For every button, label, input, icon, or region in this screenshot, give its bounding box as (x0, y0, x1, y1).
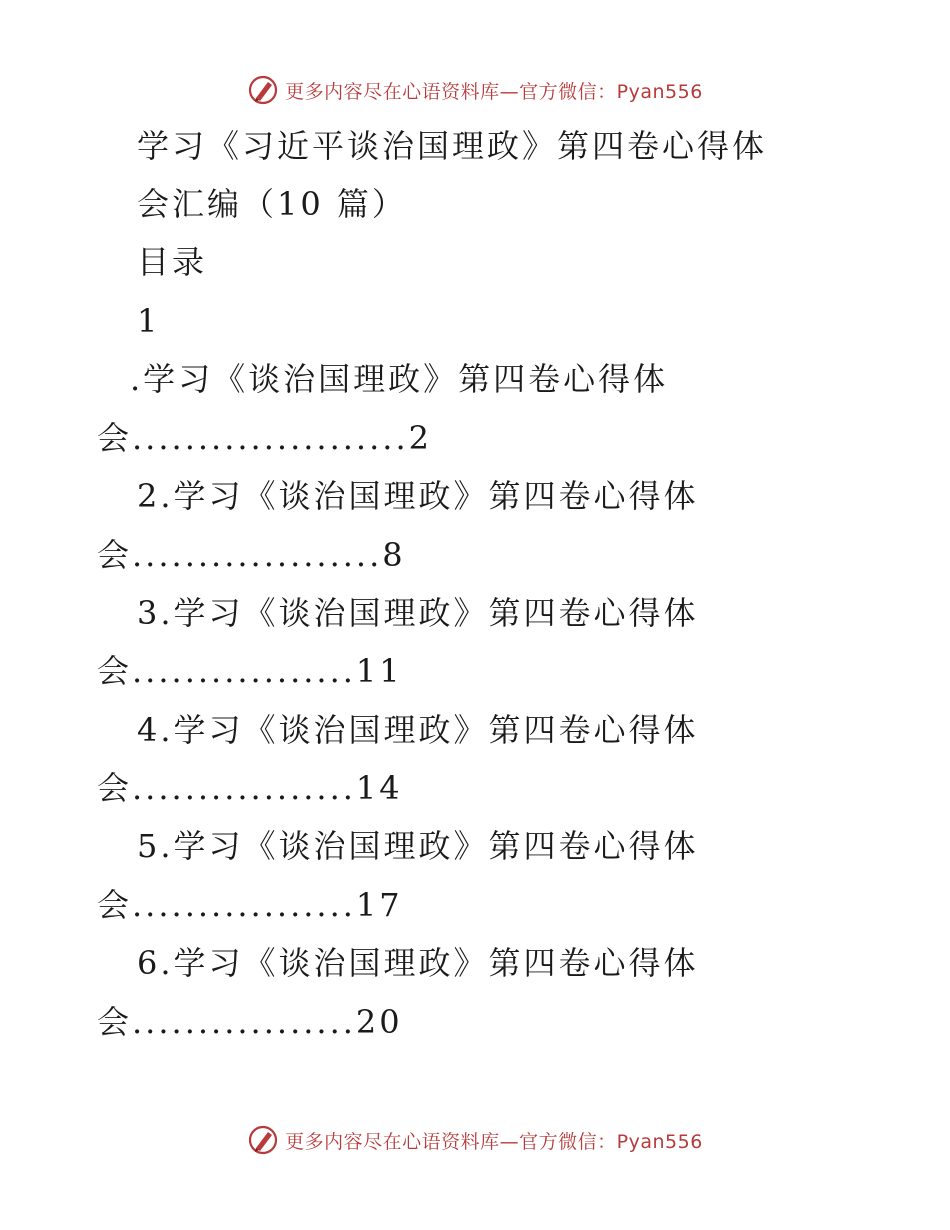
watermark-text: 更多内容尽在心语资料库—官方微信：Pyan556 (285, 1130, 703, 1153)
toc-entry-1-page: 会.....................2 (97, 419, 432, 457)
toc-entry-5-page: 会.................17 (97, 886, 403, 924)
toc-entry-4-title: 4.学习《谈治国理政》第四卷心得体 (137, 711, 699, 749)
toc-entry-3-title: 3.学习《谈治国理政》第四卷心得体 (137, 594, 699, 632)
footer-watermark (0, 1120, 950, 1160)
document-title-line-2: 会汇编（10 篇） (137, 185, 407, 223)
toc-entry-4-page: 会.................14 (97, 769, 403, 807)
toc-heading: 目录 (137, 243, 208, 281)
toc-entry-1-number: 1 (137, 302, 161, 340)
toc-entry-6-title: 6.学习《谈治国理政》第四卷心得体 (137, 944, 699, 982)
document-title-line-1: 学习《习近平谈治国理政》第四卷心得体 (137, 127, 768, 165)
toc-entry-5-title: 5.学习《谈治国理政》第四卷心得体 (137, 827, 699, 865)
toc-entry-3-page: 会.................11 (97, 652, 403, 690)
toc-entry-2-page: 会...................8 (97, 536, 406, 574)
toc-entry-6-page: 会.................20 (97, 1003, 403, 1041)
watermark-text: 更多内容尽在心语资料库—官方微信：Pyan556 (285, 80, 703, 103)
pen-logo-icon (247, 74, 279, 106)
toc-entry-1-title: .学习《谈治国理政》第四卷心得体 (130, 360, 669, 398)
header-watermark (0, 70, 950, 110)
toc-entry-2-title: 2.学习《谈治国理政》第四卷心得体 (137, 477, 699, 515)
pen-logo-icon (247, 1124, 279, 1156)
